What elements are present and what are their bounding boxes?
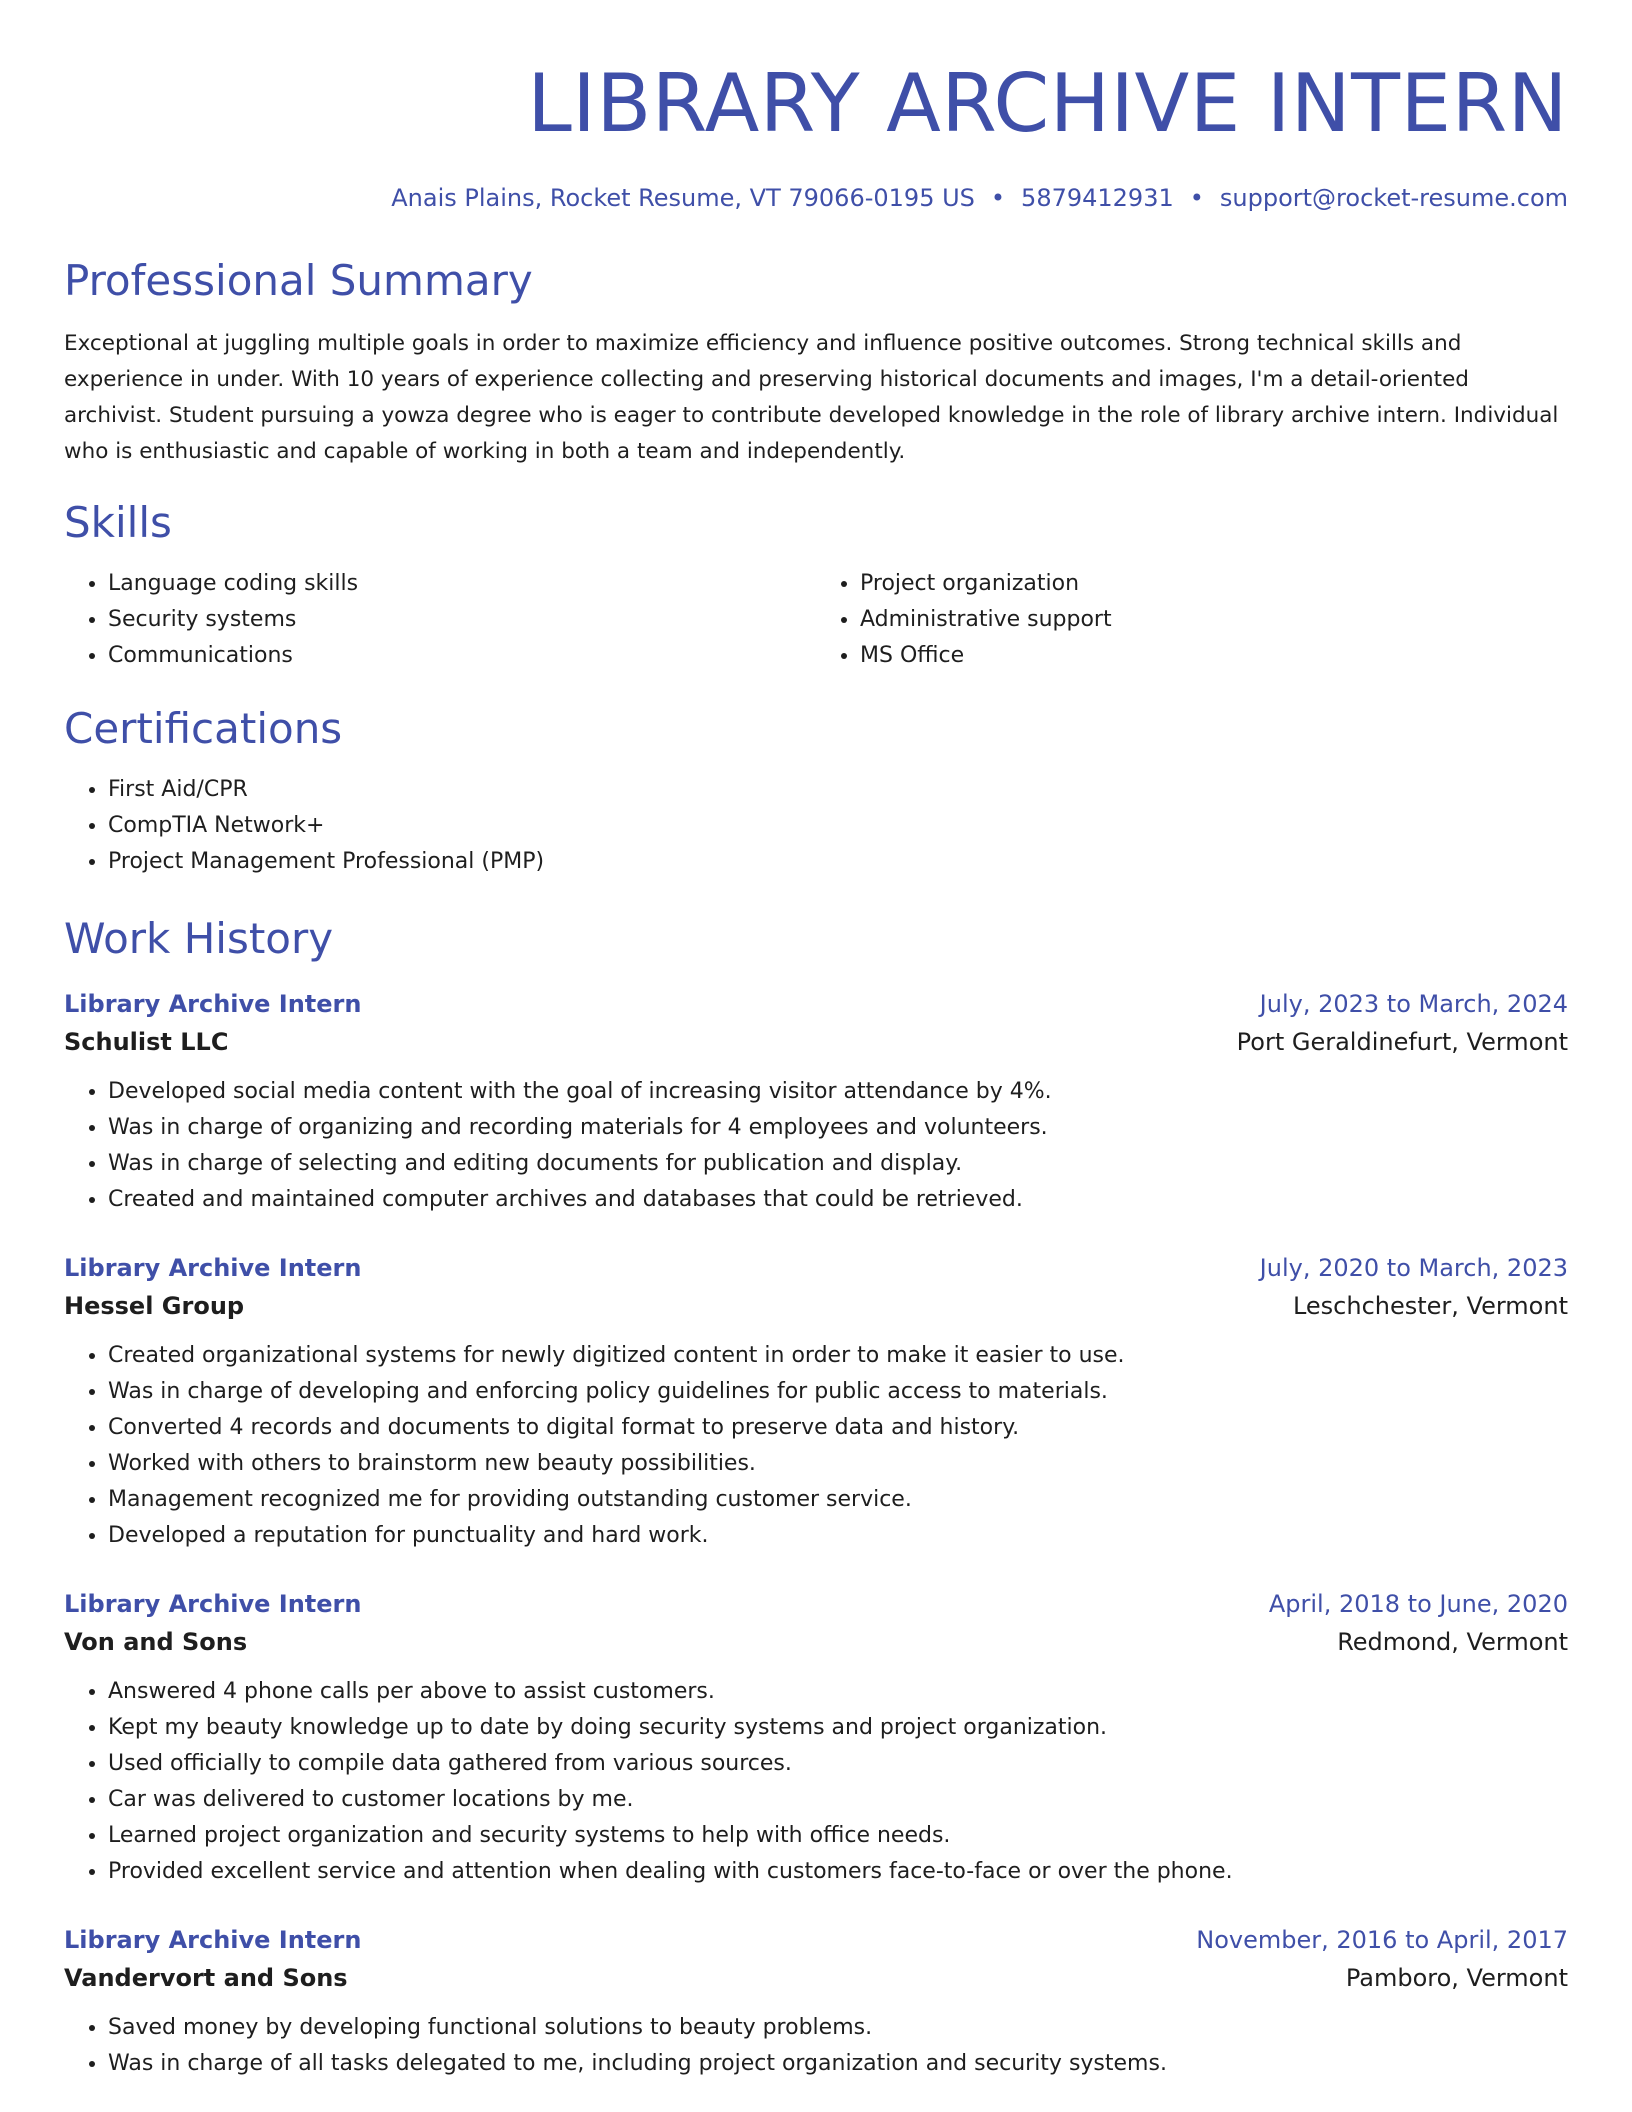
resume-name: LIBRARY ARCHIVE INTERN	[527, 57, 1568, 150]
job-bullet: • Created and maintained computer archives and databases that could be retrieved.	[108, 1182, 1568, 1218]
certification-item: • CompTIA Network+	[108, 808, 1568, 844]
section-title-summary: Professional Summary	[64, 256, 533, 305]
job-bullets	[64, 1338, 1568, 1554]
job-bullets	[64, 1674, 1568, 1890]
job-bullet: • Developed a reputation for punctuality and hard work.	[108, 1518, 1568, 1554]
skills-list-right	[816, 566, 1568, 674]
job-dates: April, 2018 to June, 2020	[1268, 1590, 1568, 1618]
section-title-skills: Skills	[64, 498, 172, 547]
job-location: Redmond, Vermont	[1337, 1628, 1568, 1656]
contact-address: Anais Plains, Rocket Resume, VT 79066-0195 US	[391, 184, 975, 212]
job-subheader	[64, 1622, 1568, 1662]
job-dates: July, 2023 to March, 2024	[1259, 990, 1568, 1018]
job-entry	[64, 1922, 1568, 2082]
job-location: Pamboro, Vermont	[1345, 1964, 1568, 1992]
job-dates: July, 2020 to March, 2023	[1259, 1254, 1568, 1282]
section-title-certifications: Certifications	[64, 704, 343, 753]
certifications-list	[64, 772, 1568, 880]
job-header	[64, 1922, 1568, 1958]
job-header	[64, 1586, 1568, 1622]
job-company: Von and Sons	[64, 1628, 248, 1656]
skill-item: • Communications	[108, 638, 816, 674]
job-company: Hessel Group	[64, 1292, 245, 1320]
job-bullets	[64, 2010, 1568, 2082]
job-entry	[64, 1250, 1568, 1554]
job-bullet: • Converted 4 records and documents to digital format to preserve data and history.	[108, 1410, 1568, 1446]
job-subheader	[64, 1286, 1568, 1326]
job-subheader	[64, 1958, 1568, 1998]
job-bullet: • Worked with others to brainstorm new beauty possibilities.	[108, 1446, 1568, 1482]
job-company: Schulist LLC	[64, 1028, 229, 1056]
summary-text: Exceptional at juggling multiple goals in order to maximize efficiency and influence positive outcomes. Strong technical skills and experience in under. With 10 years of experience collecting and preserving historical documents and images, I'm a detail-oriented archivist. Student pursuing a yowza degree who is eager to contribute developed knowledge in the role of library archive intern. Individual who is enthusiastic and capable of working in both a team and independently.	[64, 331, 1559, 464]
job-title: Library Archive Intern	[64, 990, 362, 1018]
job-bullet: • Was in charge of organizing and recording materials for 4 employees and volunteers.	[108, 1110, 1568, 1146]
contact-line	[64, 182, 1568, 214]
job-bullet: • Developed social media content with the goal of increasing visitor attendance by 4%.	[108, 1074, 1568, 1110]
skill-item: • MS Office	[860, 638, 1568, 674]
skill-item: • Administrative support	[860, 602, 1568, 638]
certification-item: • Project Management Professional (PMP)	[108, 844, 1568, 880]
job-bullet: • Management recognized me for providing outstanding customer service.	[108, 1482, 1568, 1518]
job-entry	[64, 986, 1568, 1218]
job-location: Port Geraldinefurt, Vermont	[1236, 1028, 1568, 1056]
job-bullet: • Was in charge of developing and enforcing policy guidelines for public access to materials.	[108, 1374, 1568, 1410]
job-header	[64, 1250, 1568, 1286]
job-bullet: • Provided excellent service and attention when dealing with customers face-to-face or over the phone.	[108, 1854, 1568, 1890]
job-bullet: • Created organizational systems for newly digitized content in order to make it easier to use.	[108, 1338, 1568, 1374]
job-location: Leschchester, Vermont	[1292, 1292, 1568, 1320]
contact-separator: •	[1189, 184, 1204, 212]
contact-phone: 5879412931	[1021, 184, 1174, 212]
job-title: Library Archive Intern	[64, 1590, 362, 1618]
job-bullet: • Saved money by developing functional solutions to beauty problems.	[108, 2010, 1568, 2046]
contact-email: support@rocket-resume.com	[1219, 184, 1568, 212]
job-bullet: • Car was delivered to customer locations by me.	[108, 1782, 1568, 1818]
skill-item: • Security systems	[108, 602, 816, 638]
job-title: Library Archive Intern	[64, 1254, 362, 1282]
job-bullets	[64, 1074, 1568, 1218]
job-dates: November, 2016 to April, 2017	[1196, 1926, 1568, 1954]
skills-columns	[64, 566, 1568, 674]
job-bullet: • Used officially to compile data gathered from various sources.	[108, 1746, 1568, 1782]
job-bullet: • Answered 4 phone calls per above to assist customers.	[108, 1674, 1568, 1710]
job-bullet: • Learned project organization and security systems to help with office needs.	[108, 1818, 1568, 1854]
job-bullet: • Was in charge of all tasks delegated to me, including project organization and security systems.	[108, 2046, 1568, 2082]
skills-list-left	[64, 566, 816, 674]
contact-separator: •	[990, 184, 1006, 212]
job-company: Vandervort and Sons	[64, 1964, 348, 1992]
job-title: Library Archive Intern	[64, 1926, 362, 1954]
section-title-work-history: Work History	[64, 914, 334, 963]
job-bullet: • Was in charge of selecting and editing documents for publication and display.	[108, 1146, 1568, 1182]
job-bullet: • Kept my beauty knowledge up to date by doing security systems and project organization.	[108, 1710, 1568, 1746]
skill-item: • Language coding skills	[108, 566, 816, 602]
job-subheader	[64, 1022, 1568, 1062]
job-entry	[64, 1586, 1568, 1890]
certification-item: • First Aid/CPR	[108, 772, 1568, 808]
skill-item: • Project organization	[860, 566, 1568, 602]
job-header	[64, 986, 1568, 1022]
